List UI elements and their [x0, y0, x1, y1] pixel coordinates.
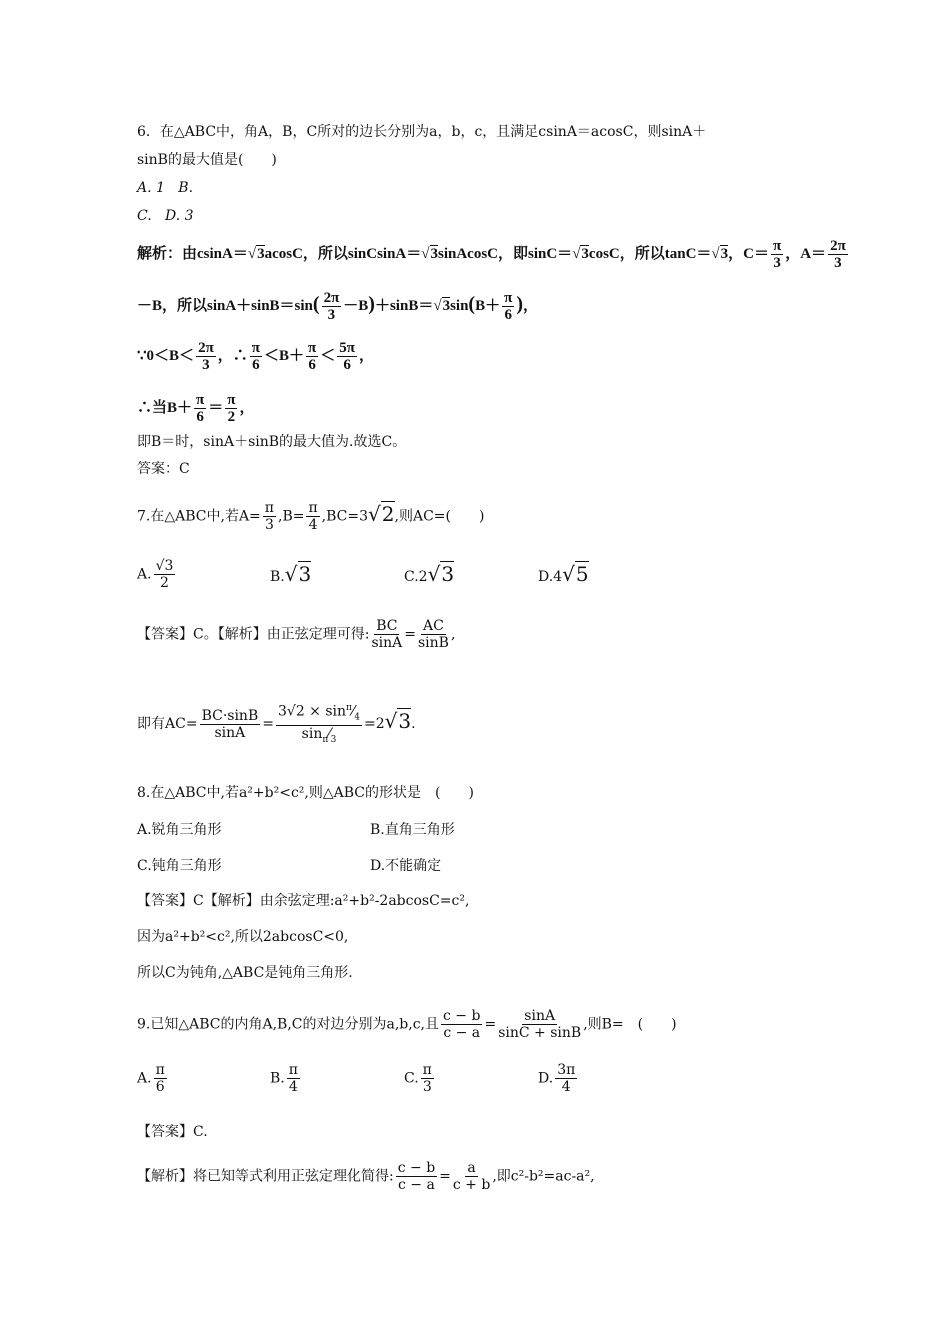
q8-option-c: C.钝角三角形 — [137, 858, 222, 874]
q6-sol3-text-e: ， — [358, 347, 374, 364]
q7-stem — [137, 500, 484, 533]
frac-pi-3: $\frac{\pi}{3}$ — [773, 238, 782, 271]
q9-stem-text-c: ,则B= ( ) — [583, 1016, 677, 1033]
q7-stem-text-d: ,则AC=( ) — [394, 508, 485, 525]
q9-option-d — [538, 1062, 579, 1095]
q6-answer: 答案：C — [137, 461, 190, 477]
q8-option-a: A.锐角三角形 — [137, 822, 222, 838]
q6-option-d: D. 3 — [165, 208, 194, 224]
q6-sol1-text-b: acosC，所以sinCsinA＝ — [264, 245, 422, 262]
q7-answer-text: 【答案】C。【解析】由正弦定理可得: — [137, 626, 370, 643]
q6-sol3-text-c: ＜B＋ — [264, 347, 305, 364]
q7-stem-text: 7.在△ABC中,若A= — [137, 508, 261, 525]
q7-option-c-label: C.2 — [404, 569, 428, 585]
q9-stem — [137, 1008, 677, 1041]
q7-result — [137, 700, 416, 748]
q6-solution-line1 — [137, 238, 850, 271]
frac-sina-sum: $\frac{\sin A}{\sin C + \sin B}$ — [498, 1008, 582, 1041]
frac-sqrt3-2: $\frac{√3}{2}$ — [155, 558, 174, 591]
q6-sol2-text-d: sin — [450, 297, 469, 314]
q6-option-b: B. — [178, 180, 194, 196]
q6-solution-line2: －B，所以sinA＋sinB＝sin( $\frac{2\pi}{3}$ －B)＋sinB＝√3sin(B＋ $\frac{\pi}{6}$ )， — [137, 290, 539, 323]
q7-option-d-label: D.4 — [538, 569, 563, 585]
q9-option-b — [270, 1062, 302, 1095]
q6-sol1-text-d: cosC，所以tanC＝ — [588, 245, 712, 262]
q6-stem-line2: sinB的最大值是( ) — [137, 152, 277, 168]
frac-bcsinb-sina: $\frac{BC\cdot\sin B}{\sin A}$ — [201, 707, 259, 741]
sqrt-3: √3 — [572, 245, 589, 262]
frac-pi-6: $\frac{\pi}{6}$ — [251, 340, 261, 373]
sqrt-3: √3 — [711, 245, 729, 262]
q8-answer-line2: 因为a²+b²<c²,所以2abcosC<0, — [137, 929, 349, 945]
q6-sol1-text-f: ，A＝ — [785, 245, 827, 262]
q6-stem-line1: 6．在△ABC中，角A，B，C所对的边长分别为a，b，c，且满足csinA＝acosC，则sinA＋ — [137, 124, 707, 140]
q8-answer-line1: 【答案】C【解析】由余弦定理:a²+b²-2abcosC=c², — [137, 893, 470, 909]
q7-stem-text-b: ,B= — [278, 508, 305, 525]
q9-option-c-label: C. — [404, 1070, 419, 1087]
frac-pi-6: $\frac{\pi}{6}$ — [308, 340, 317, 373]
sqrt-3: √3 — [433, 297, 451, 314]
q6-solution-line5: 即B＝时，sinA＋sinB的最大值为.故选C。 — [137, 434, 407, 450]
q6-sol1-text: 解析：由csinA＝ — [137, 245, 248, 262]
q9-option-b-label: B. — [270, 1070, 285, 1087]
q6-sol4-text: ∴当B＋ — [137, 399, 193, 416]
frac-pi-6: $\frac{\pi}{6}$ — [504, 290, 513, 323]
q9-option-a — [137, 1062, 169, 1095]
q9-option-d-label: D. — [538, 1070, 554, 1087]
frac-pi-2: $\frac{\pi}{2}$ — [227, 392, 236, 425]
q6-sol2-text-e: B＋ — [475, 297, 501, 314]
q7-answer — [137, 618, 455, 651]
sqrt-3: √3 — [384, 709, 412, 734]
q6-sol3-text-d: ＜ — [320, 347, 336, 364]
q7-option-b — [270, 562, 311, 586]
q6-sol2-text: －B，所以sinA＋sinB＝sin — [137, 297, 313, 314]
q7-option-b-label: B. — [270, 569, 285, 585]
frac-3pi-4: $\frac{3\pi}{4}$ — [557, 1062, 576, 1095]
frac-cmb-cma: $\frac{c - b}{c - a}$ — [397, 1160, 436, 1193]
q9-sol-eq: = — [439, 1168, 451, 1185]
q9-solution — [137, 1160, 595, 1193]
sqrt-3: √3 — [427, 562, 455, 586]
q9-answer: 【答案】C. — [137, 1124, 208, 1140]
q6-solution-line3 — [137, 340, 374, 373]
q7-result-text: 即有AC= — [137, 716, 198, 733]
q9-eq: = — [484, 1016, 497, 1033]
frac-cmb-cma: $\frac{c - b}{c - a}$ — [443, 1008, 481, 1041]
q9-solution-text-c: ,即c²-b²=ac-a², — [492, 1168, 595, 1185]
q8-answer-line3: 所以C为钝角,△ABC是钝角三角形. — [137, 965, 353, 981]
q6-sol3-text-b: ，∴ — [217, 347, 248, 364]
q7-eq: = — [404, 626, 416, 643]
frac-pi-4: $\frac{\pi}{4}$ — [308, 500, 318, 533]
q6-options-ab — [137, 178, 193, 198]
q7-option-d — [538, 562, 589, 586]
frac-pi-6: $\frac{\pi}{6}$ — [196, 392, 205, 425]
sqrt-3: √3 — [247, 245, 265, 262]
q6-sol3-text: ∵0＜B＜ — [137, 347, 195, 364]
q9-option-c — [404, 1062, 436, 1095]
q7-option-c — [404, 562, 454, 586]
q7-result-period: . — [411, 716, 416, 733]
q8-option-b: B.直角三角形 — [370, 822, 455, 838]
frac-pi-3: $\frac{\pi}{3}$ — [422, 1062, 432, 1095]
q7-result-eq: = — [262, 716, 274, 733]
q8-option-d: D.不能确定 — [370, 858, 442, 874]
frac-a-cpb: $\frac{a}{c + b}$ — [452, 1160, 491, 1193]
q7-result-eq2: =2 — [364, 716, 385, 733]
q9-option-a-label: A. — [137, 1070, 152, 1087]
q6-option-c: C. — [137, 208, 152, 224]
q9-stem-text: 9.已知△ABC的内角A,B,C的对边分别为a,b,c,且 — [137, 1016, 440, 1033]
frac-numeric: $\frac{3√2 \times \sin^\pi⁄_4}{\sin_\pi⁄_3}$ — [276, 700, 362, 748]
q7-option-a-label: A. — [137, 566, 152, 583]
q6-sol2-text-b: －B — [343, 297, 369, 314]
q6-sol1-text-c: sinAcosC，即sinC＝ — [438, 245, 573, 262]
q6-options-cd — [137, 206, 194, 226]
frac-ac-sinb: $\frac{AC}{\sin B}$ — [417, 618, 449, 651]
q6-sol4-text-b: ＝ — [208, 399, 224, 416]
q6-sol2-text-f: ， — [523, 297, 539, 314]
q6-sol1-text-e: ，C＝ — [728, 245, 769, 262]
q6-option-a: A. 1 — [137, 180, 165, 196]
q6-sol2-text-c: ＋sinB＝ — [374, 297, 434, 314]
sqrt-5: √5 — [562, 562, 589, 586]
frac-2pi-3: $\frac{2\pi}{3}$ — [323, 290, 340, 323]
q6-solution-line4 — [137, 392, 254, 425]
frac-2pi-3: $\frac{2\pi}{3}$ — [198, 340, 214, 373]
frac-pi-6: $\frac{\pi}{6}$ — [155, 1062, 165, 1095]
q9-solution-text: 【解析】将已知等式利用正弦定理化简得: — [137, 1168, 394, 1185]
frac-5pi-6: $\frac{5\pi}{6}$ — [339, 340, 355, 373]
sqrt-2: √2 — [368, 501, 395, 526]
q8-stem: 8.在△ABC中,若a²+b²<c²,则△ABC的形状是 ( ) — [137, 785, 474, 801]
q7-comma: , — [450, 626, 456, 643]
sqrt-3: √3 — [284, 562, 312, 586]
frac-bc-sina: $\frac{BC}{\sin A}$ — [371, 618, 403, 651]
q7-option-a — [137, 558, 177, 591]
q6-sol4-text-c: ， — [239, 399, 255, 416]
frac-pi-3: $\frac{\pi}{3}$ — [264, 500, 274, 533]
frac-2pi-3: $\frac{2\pi}{3}$ — [830, 238, 846, 271]
frac-pi-4: $\frac{\pi}{4}$ — [288, 1062, 298, 1095]
sqrt-3: √3 — [421, 245, 438, 262]
q7-stem-text-c: ,BC=3 — [321, 508, 369, 525]
